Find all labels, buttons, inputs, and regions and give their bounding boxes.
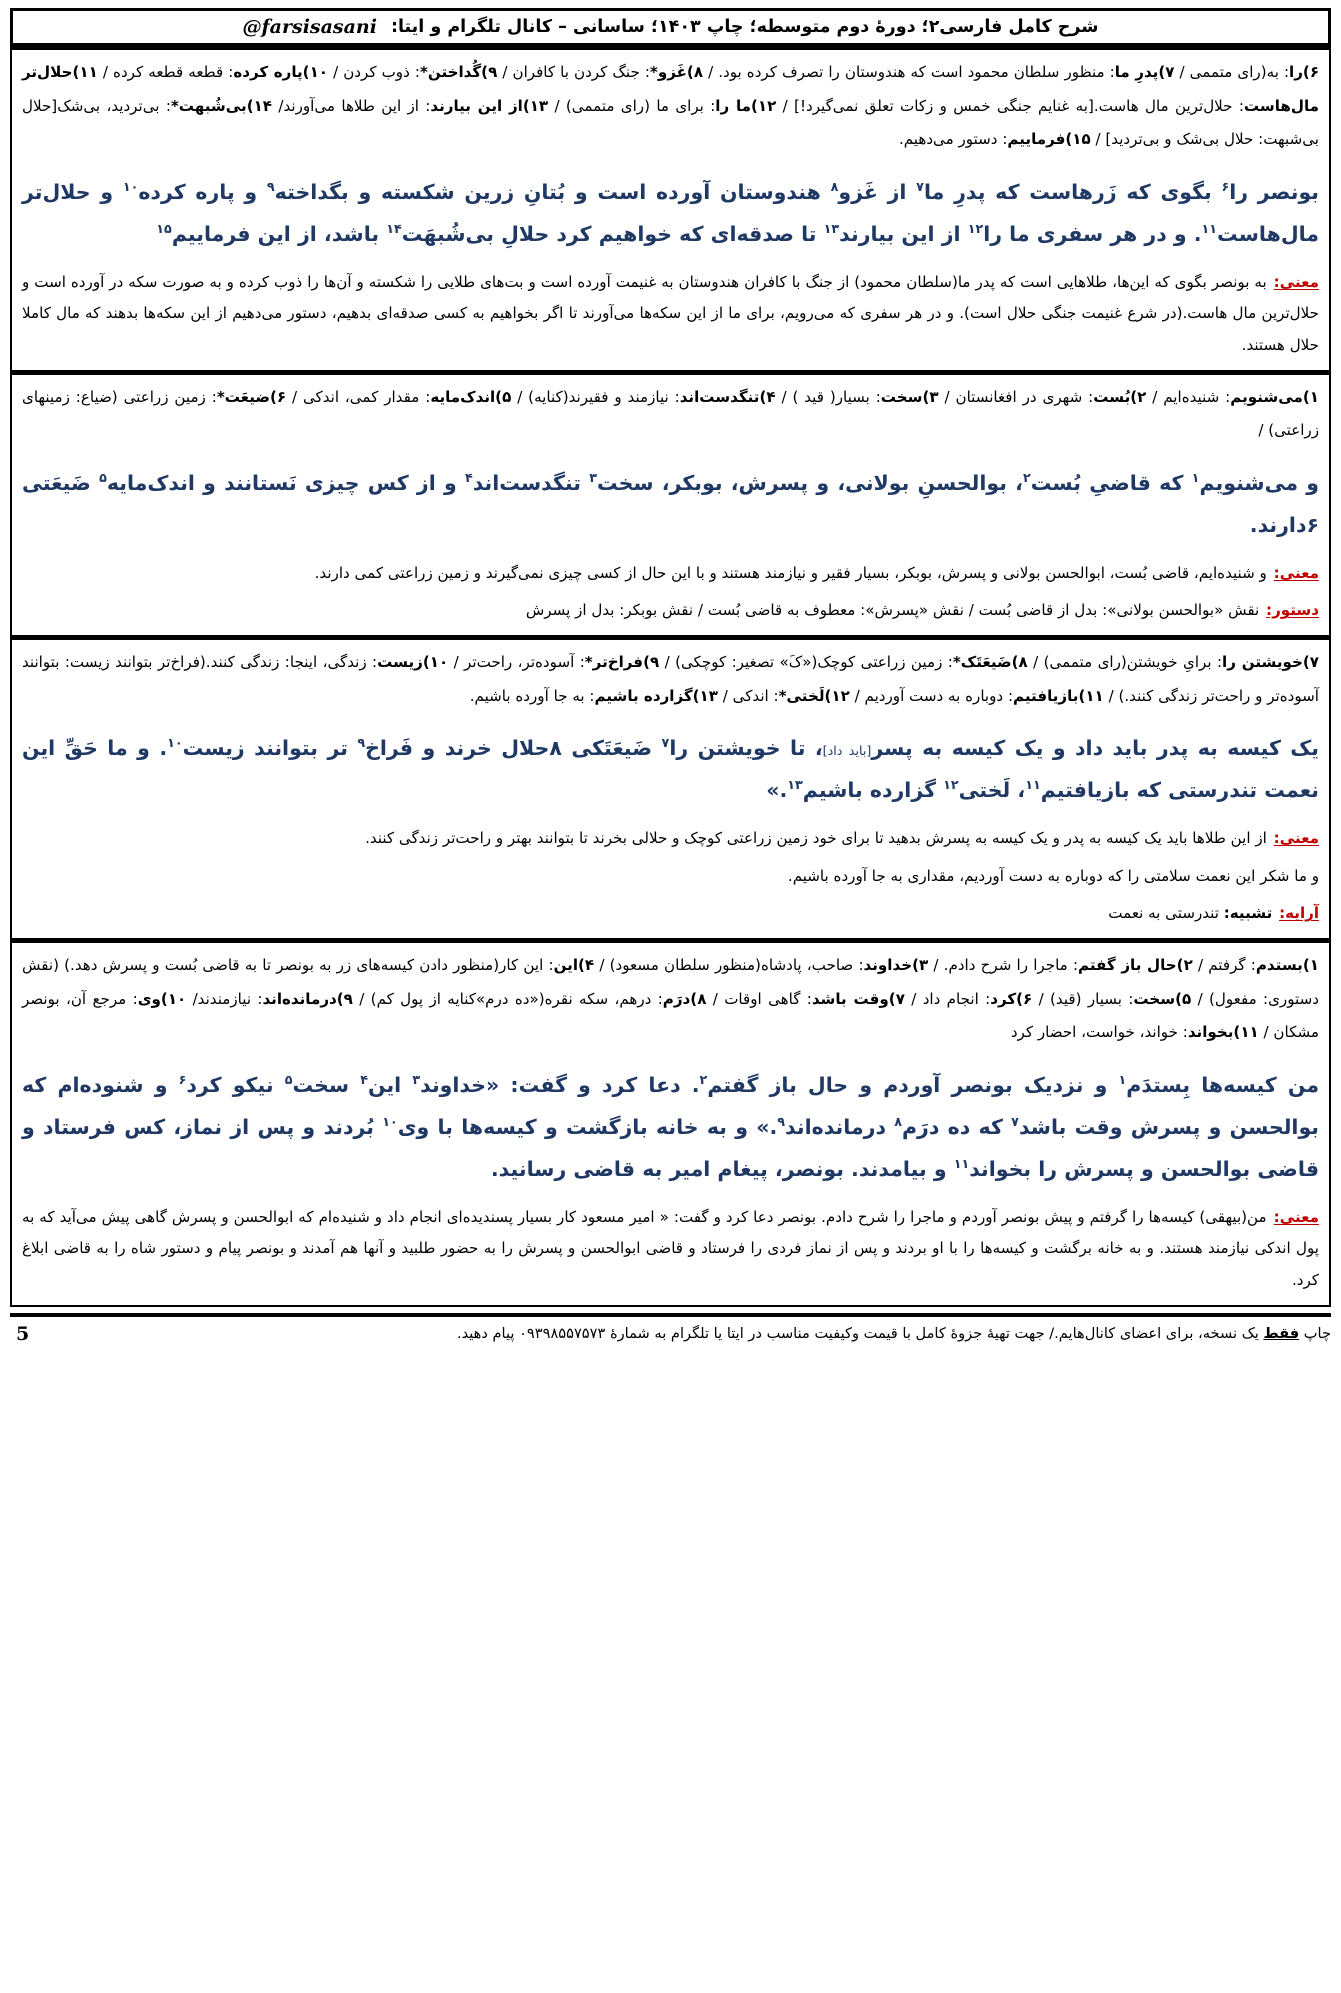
page-footer — [10, 1317, 1331, 1345]
passage-text-3: یک کیسه به پدر باید داد و یک کیسه به پسر[باید داد]، تا خویشتن را$^۷$ ضَیعَتَکی ۸حلال خرند و فَراخ$^۹$ تر بتوانند زیست$^{۱۰}$. و ما حَقِّ این نعمت تندرستی که بازیافتیم$^{۱۱}$، لَختی$^{۱۲}$ گزارده باشیم$^{۱۳}$.» — [22, 735, 1319, 803]
note-body: و ما شکر این نعمت سلامتی را که دوباره به دست آوردیم، مقداری به جا آورده باشیم. — [787, 866, 1319, 885]
note-tag-meaning: معنی: — [1273, 272, 1319, 291]
note-tag-device: آرایه: — [1279, 904, 1319, 923]
note-tag-meaning: معنی: — [1273, 829, 1319, 848]
header-telegram-handle: @farsisasani — [242, 16, 377, 38]
note-tag-meaning: معنی: — [1273, 1207, 1319, 1226]
content-section-4 — [10, 940, 1331, 1307]
note-body: به بونصر بگوی که این‌ها، طلاهایی است که پدر ما(سلطان محمود) از جنگ با کافران هندوستان به غنیمت آورده است و بت‌های طلایی را شکسته و آن‌ها را ذوب کرده و به صورت سکه در آورده است و حلال‌ترین مال هاست.(در شرع غنیمت جنگی حلال است). و در هر سفری که می‌رویم، برای ما از این سکه‌ها می‌آورند تا اگر بخواهیم به کسی صدقه‌ای بدهیم، دستور می‌دهیم از این سکه‌ها بدهند که مال کاملا حلال هستند. — [22, 272, 1319, 354]
note-line-meaning-3 — [22, 823, 1319, 855]
note-body: من(بیهقی) کیسه‌ها را گرفتم و پیش بونصر آوردم و ماجرا را شرح دادم. بونصر دعا کرد و گفت: « امیر مسعود کار بسیار پسندیده‌ای انجام داد و شنیده‌ام که ابوالحسن و پسرش گاهی پیش می‌آید که به پول اندکی نیازمند هستند. و به خانه برگشت و کیسه‌ها را با او بردند و پس از نماز فردی را فرستاد و قاضی ابوالحسن و پسرش را به حضور طلبید و آنها هم آمدند و بونصر پیام و دستور شاه را به قاضی ابلاغ کرد. — [22, 1207, 1319, 1290]
note-line-meaning-4 — [22, 1202, 1319, 1297]
footer-text-after: یک نسخه، برای اعضای کانال‌هایم./ جهت تهیهٔ جزوهٔ کامل با قیمت وکیفیت مناسب در ایتا یا تلگرام به شمارهٔ ۰۹۳۹۸۵۵۷۵۷۳ پیام دهید. — [456, 1325, 1259, 1343]
note-line-meaning-3-cont — [22, 861, 1319, 893]
note-line-grammar-2 — [22, 595, 1319, 627]
note-body: تشبیه: تندرستی به نعمت — [1108, 904, 1273, 923]
note-body: از این طلاها باید یک کیسه به پدر و یک کیسه به پسرش بدهید تا برای خود زمین زراعتی کوچک و حلالی بخرند تا بتوانند بهتر و راحت‌تر زندگی کنند. — [365, 829, 1267, 848]
footer-note — [457, 1325, 1331, 1342]
header-title: شرح کامل فارسی۲؛ دورهٔ دوم متوسطه؛ چاپ ۱۴۰۳؛ ساسانی – کانال تلگرام و ایتا: — [390, 17, 1099, 37]
glossary-text-1: ۶)را: به‌(رای متممی / ۷)پدرِ ما: منظور سلطان محمود است که هندوستان را تصرف کرده بود. / ۸)غَزو*: جنگ کردن با کافران / ۹)گُداختن*: ذوب کردن / ۱۰)پاره کرده: قطعه قطعه کرده / ۱۱)حلال‌تر مال‌هاست: حلال‌ترین مال هاست.[به غنایم جنگی خمس و زکات تعلق نمی‌گیرد!] / ۱۲)ما را: برای ما (رای متممی) / ۱۳)از این بیارند: از این طلاها می‌آورند/ ۱۴)بی‌شُبهت*: بی‌تردید، بی‌شک[حلال بی‌شبهت: حلال بی‌شک و بی‌تردید] / ۱۵)فرماییم: دستور می‌دهیم. — [22, 63, 1320, 148]
content-section-2 — [10, 372, 1331, 637]
note-line-meaning-2 — [22, 558, 1319, 590]
passage-text-1: بونصر را$^۶$ بگوی که زَرهاست که پدرِ ما$^۷$ از غَزو$^۸$ هندوستان آورده است و بُتانِ زرین شکسته و بگداخته$^۹$ و پاره کرده$^{۱۰}$ و حلال‌تر مال‌هاست$^{۱۱}$. و در هر سفری ما را$^{۱۲}$ از این بیارند$^{۱۳}$ تا صدقه‌ای که خواهیم کرد حلالِ بی‌شُبهَت$^{۱۴}$ باشد، از این فرماییم$^{۱۵}$ — [22, 178, 1320, 246]
footer-text-before: چاپ — [1303, 1325, 1331, 1343]
page-number: 5 — [16, 1322, 30, 1345]
glossary-text-4: ۱)بستدم: گرفتم / ۲)حال باز گفتم: ماجرا را شرح دادم. / ۳)خداوند: صاحب، پادشاه(منظور سلطان مسعود) / ۴)این: این کار(منظور دادن کیسه‌های زر به بونصر تا به قاضی بُست و پسرش دهد.) (نقش دستوری: مفعول) / ۵)سخت: بسیار (قید) / ۶)کرد: انجام داد / ۷)وقت باشد: گاهی اوقات / ۸)درَم: درهم، سکه نقره(«ده درم»کنایه از پول کم) / ۹)درمانده‌اند: نیازمندند/ ۱۰)وی: مرجع آن، بونصر مشکان / ۱۱)بخواند: خواند، خواست، احضار کرد — [22, 956, 1319, 1042]
note-body: نقش «بوالحسن بولانی»: بدل از قاضی بُست / نقش «پسرش»: معطوف به قاضی بُست / نقش بوبکر: بدل از پسرش — [525, 601, 1260, 620]
content-section-3 — [10, 637, 1331, 940]
note-body: و شنیده‌ایم، قاضی بُست، ابوالحسن بولانی و پسرش، بوبکر، بسیار فقیر و نیازمند هستند و با این حال از کسی چیزی نمی‌گیرند و زمین زراعتی کمی دارند. — [314, 563, 1267, 582]
note-tag-meaning: معنی: — [1273, 563, 1319, 582]
note-line-meaning-1 — [22, 267, 1319, 362]
page-header-banner — [10, 8, 1331, 48]
passage-text-4: من کیسه‌ها بِستدَم$^۱$ و نزدیک بونصر آوردم و حال باز گفتم$^۲$. دعا کرد و گفت: «خداوند$^۳$ این$^۴$ سخت$^۵$ نیکو کرد$^۶$ و شنوده‌ام که بوالحسن و پسرش وقت باشد$^۷$ که ده درَم$^۸$ درمانده‌اند$^۹$.» و به خانه بازگشت و کیسه‌ها با وی$^{۱۰}$ بُردند و پس از نماز، کس فرستاد و قاضی بوالحسن و پسرش را بخواند$^{۱۱}$ و بیامدند. بونصر، پیغام امیر به قاضی رسانید. — [22, 1071, 1320, 1181]
glossary-text-3: ۷)خویشتن را: برایِ خویشتن(رای متممی) / ۸)ضَیعَتَک*: زمین زراعتی کوچک(«کَ» تصغیر: کوچکی) / ۹)فراخ‌تر*: آسوده‌تر، راحت‌تر / ۱۰)زیست: زندگی، اینجا: زندگی کنند.(فراخ‌تر بتوانند زیست: بتوانند آسوده‌تر و راحت‌تر زندگی کنند.) / ۱۱)بازیافتیم: دوباره به دست آوردیم / ۱۲)لَختی*: اندکی / ۱۳)گزارده باشیم: به جا آورده باشیم. — [22, 653, 1320, 705]
note-tag-grammar: دستور: — [1266, 601, 1319, 620]
content-section-1 — [10, 48, 1331, 372]
passage-text-2: و می‌شنویم$^۱$ که قاضیِ بُست$^۲$، بوالحسنِ بولانی، و پسرش، بوبکر، سخت$^۳$ تنگدست‌اند$^۴$ و از کس چیزی نَستانند و اندک‌مایه$^۵$ ضَیعَتی ۶دارند. — [22, 469, 1319, 537]
note-line-device-3 — [22, 898, 1319, 930]
glossary-text-2: ۱)می‌شنویم: شنیده‌ایم / ۲)بُست: شهری در افغانستان / ۳)سخت: بسیار( قید ) / ۴)تنگدست‌اند: نیازمند و فقیرند(کنایه) / ۵)اندک‌مایه: مقدار کمی، اندکی / ۶)ضیعَت*: زمین زراعتی (ضیاع: زمینهای زراعتی) / — [22, 387, 1319, 440]
footer-emphasis: فقط — [1263, 1325, 1300, 1343]
